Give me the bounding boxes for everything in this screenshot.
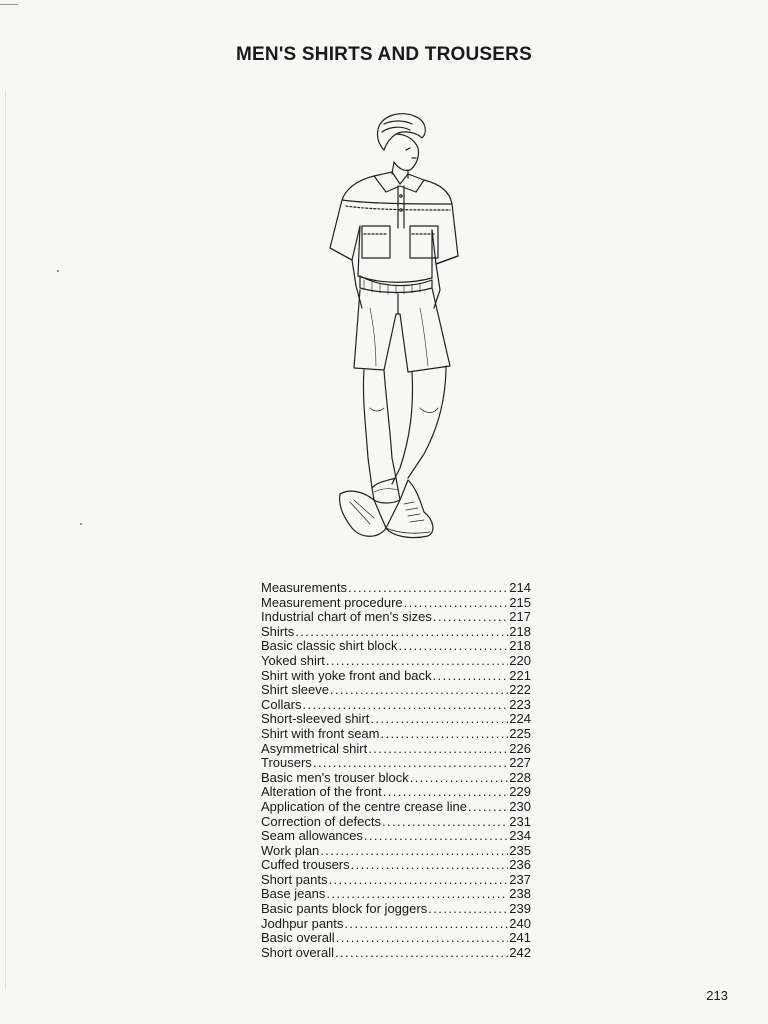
toc-entry-label: Correction of defects: [261, 813, 381, 829]
toc-entry: [261, 712, 531, 727]
toc-leader-dots: [370, 712, 508, 727]
toc-entry: [261, 887, 531, 902]
toc-entry-page: 226: [509, 740, 531, 756]
toc-entry-label: Jodhpur pants: [261, 915, 344, 931]
table-of-contents: [261, 581, 531, 960]
toc-entry: [261, 771, 531, 786]
toc-entry-page: 214: [509, 580, 531, 595]
toc-entry-label: Shirt with front seam: [261, 725, 380, 741]
page-number: 213: [706, 988, 728, 1003]
toc-entry: [261, 742, 531, 757]
toc-entry: [261, 756, 531, 771]
toc-entry-label: Short overall: [261, 944, 334, 960]
toc-entry-label: Application of the centre crease line: [261, 798, 467, 814]
toc-entry-label: Short pants: [261, 871, 328, 887]
toc-leader-dots: [364, 829, 508, 844]
toc-entry-page: 221: [509, 667, 531, 683]
toc-leader-dots: [382, 815, 508, 830]
toc-entry-label: Shirt sleeve: [261, 682, 329, 698]
toc-leader-dots: [330, 683, 508, 698]
toc-entry: [261, 917, 531, 932]
scan-speck: [57, 270, 59, 272]
toc-entry: [261, 844, 531, 859]
toc-entry: [261, 858, 531, 873]
toc-entry-page: 220: [509, 652, 531, 668]
toc-leader-dots: [329, 873, 509, 888]
page-edge-mark: [0, 4, 18, 5]
toc-entry: [261, 727, 531, 742]
toc-entry-label: Basic classic shirt block: [261, 638, 398, 654]
fashion-illustration: [300, 108, 480, 558]
toc-entry-page: 235: [509, 842, 531, 858]
toc-leader-dots: [335, 946, 508, 961]
toc-entry-label: Industrial chart of men's sizes: [261, 609, 432, 625]
toc-entry: [261, 683, 531, 698]
toc-entry-page: 223: [509, 696, 531, 712]
toc-entry: [261, 785, 531, 800]
toc-leader-dots: [344, 917, 508, 932]
toc-entry: [261, 610, 531, 625]
toc-entry-label: Trousers: [261, 755, 312, 771]
toc-leader-dots: [468, 800, 508, 815]
toc-entry: [261, 902, 531, 917]
toc-entry-page: 224: [509, 711, 531, 727]
toc-entry-page: 231: [509, 813, 531, 829]
scan-speck: [80, 523, 82, 525]
toc-entry: [261, 946, 531, 961]
page-edge-shadow: [5, 90, 6, 990]
toc-leader-dots: [313, 756, 508, 771]
toc-entry: [261, 639, 531, 654]
toc-leader-dots: [336, 931, 509, 946]
toc-entry-label: Measurements: [261, 580, 347, 595]
toc-entry-page: 234: [509, 828, 531, 844]
toc-leader-dots: [326, 654, 508, 669]
toc-entry-page: 238: [509, 886, 531, 902]
toc-entry-page: 215: [509, 594, 531, 610]
toc-entry-label: Cuffed trousers: [261, 857, 350, 873]
toc-entry-label: Basic pants block for joggers: [261, 901, 428, 917]
toc-leader-dots: [404, 596, 509, 611]
toc-entry: [261, 829, 531, 844]
toc-leader-dots: [410, 771, 509, 786]
toc-entry-label: Basic overall: [261, 930, 335, 946]
toc-entry-label: Yoked shirt: [261, 652, 325, 668]
toc-entry-page: 236: [509, 857, 531, 873]
toc-leader-dots: [326, 887, 508, 902]
toc-entry-page: 217: [509, 609, 531, 625]
toc-entry-label: Shirts: [261, 623, 295, 639]
toc-entry-label: Work plan: [261, 842, 320, 858]
toc-entry-label: Collars: [261, 696, 302, 712]
toc-leader-dots: [433, 610, 508, 625]
toc-leader-dots: [383, 785, 509, 800]
toc-entry-page: 229: [509, 784, 531, 800]
page-title: MEN'S SHIRTS AND TROUSERS: [236, 44, 532, 65]
toc-leader-dots: [295, 625, 508, 640]
toc-entry-page: 227: [509, 755, 531, 771]
toc-entry-page: 218: [509, 623, 531, 639]
toc-entry-page: 225: [509, 725, 531, 741]
toc-leader-dots: [320, 844, 508, 859]
toc-entry: [261, 873, 531, 888]
toc-entry-label: Shirt with yoke front and back: [261, 667, 432, 683]
toc-leader-dots: [433, 669, 509, 684]
toc-entry-label: Alteration of the front: [261, 784, 382, 800]
toc-entry-page: 242: [509, 944, 531, 960]
toc-leader-dots: [399, 639, 509, 654]
toc-entry: [261, 654, 531, 669]
toc-entry-label: Seam allowances: [261, 828, 363, 844]
toc-entry-label: Base jeans: [261, 886, 326, 902]
toc-entry: [261, 698, 531, 713]
toc-entry-page: 240: [509, 915, 531, 931]
toc-leader-dots: [368, 742, 508, 757]
toc-entry-page: 241: [509, 930, 531, 946]
toc-entry: [261, 931, 531, 946]
toc-entry-page: 230: [509, 798, 531, 814]
toc-entry-page: 228: [509, 769, 531, 785]
toc-entry-page: 222: [509, 682, 531, 698]
toc-entry: [261, 596, 531, 611]
toc-entry-label: Basic men's trouser block: [261, 769, 409, 785]
toc-entry-page: 237: [509, 871, 531, 887]
toc-leader-dots: [348, 581, 508, 596]
toc-entry-page: 239: [509, 901, 531, 917]
toc-entry-label: Measurement procedure: [261, 594, 403, 610]
toc-leader-dots: [428, 902, 508, 917]
toc-entry: [261, 800, 531, 815]
toc-entry-label: Asymmetrical shirt: [261, 740, 368, 756]
toc-leader-dots: [302, 698, 508, 713]
toc-leader-dots: [381, 727, 509, 742]
toc-leader-dots: [351, 858, 509, 873]
toc-entry: [261, 581, 531, 596]
toc-entry: [261, 625, 531, 640]
toc-entry-page: 218: [509, 638, 531, 654]
toc-entry: [261, 815, 531, 830]
toc-entry-label: Short-sleeved shirt: [261, 711, 370, 727]
toc-entry: [261, 669, 531, 684]
